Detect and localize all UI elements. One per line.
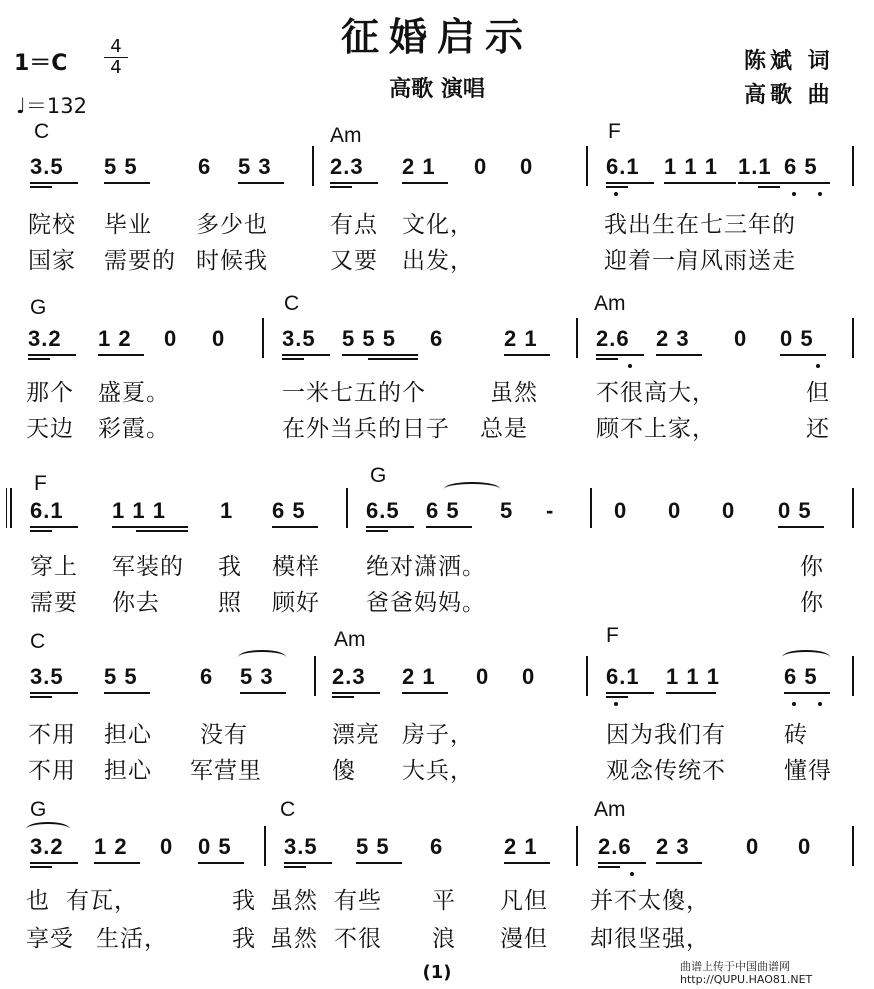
chord-symbol: C bbox=[34, 120, 50, 143]
lyric-verse-2: 出发， bbox=[402, 248, 474, 274]
chord-symbol: Am bbox=[594, 798, 626, 821]
note-group: 3.5 bbox=[282, 326, 316, 351]
lyric-verse-1: 有点 bbox=[330, 212, 378, 238]
note-group: 0 bbox=[746, 834, 760, 859]
lyric-verse-2: 彩霞。 bbox=[98, 416, 170, 442]
lyric-verse-2: 浪 bbox=[432, 926, 456, 952]
lyric-verse-1: 院校 bbox=[28, 212, 76, 238]
note-group: 0 bbox=[614, 498, 628, 523]
note-group: 0 5 bbox=[198, 834, 232, 859]
note-group: 5 5 5 bbox=[342, 326, 396, 351]
note-group: 1 bbox=[220, 498, 234, 523]
note-group: 5 3 bbox=[240, 664, 274, 689]
lyric-verse-2: 顾不上家， bbox=[596, 416, 716, 442]
lyric-verse-1: 我 bbox=[218, 554, 242, 580]
lyric-verse-1: 有瓦， bbox=[66, 888, 138, 914]
lyric-verse-1: 多少也 bbox=[196, 212, 268, 238]
note-group: 0 bbox=[212, 326, 226, 351]
lyric-verse-2: 需要 bbox=[30, 590, 78, 616]
note-group: 3.2 bbox=[28, 326, 62, 351]
lyric-verse-2: 照 bbox=[218, 590, 242, 616]
lyric-verse-2: 大兵， bbox=[402, 758, 474, 784]
chord-symbol: Am bbox=[594, 292, 626, 315]
lyric-verse-2: 天边 bbox=[26, 416, 74, 442]
note-group: 0 bbox=[476, 664, 490, 689]
lyric-verse-1: 不用 bbox=[28, 722, 76, 748]
lyric-verse-1: 虽然 bbox=[270, 888, 318, 914]
chord-symbol: G bbox=[30, 798, 47, 821]
note-group: 1.1 bbox=[738, 154, 772, 179]
watermark-line-1: 曲谱上传于中国曲谱网 bbox=[680, 960, 790, 973]
note-group: 6.1 bbox=[606, 664, 640, 689]
key-signature: 1＝C bbox=[14, 51, 68, 76]
note-group: 0 bbox=[164, 326, 178, 351]
note-group: 0 bbox=[474, 154, 488, 179]
lyric-verse-1: 因为我们有 bbox=[606, 722, 726, 748]
lyric-verse-1: 盛夏。 bbox=[98, 380, 170, 406]
lyric-verse-1: 房子， bbox=[402, 722, 474, 748]
lyric-verse-1: 穿上 bbox=[30, 554, 78, 580]
lyric-verse-1: 担心 bbox=[104, 722, 152, 748]
lyric-verse-1: 一米七五的个 bbox=[282, 380, 426, 406]
note-group: 2.3 bbox=[330, 154, 364, 179]
note-group: 0 bbox=[722, 498, 736, 523]
note-group: 3.5 bbox=[30, 154, 64, 179]
lyric-verse-2: 漫但 bbox=[500, 926, 548, 952]
singer-credit: 高歌 演唱 bbox=[389, 77, 485, 102]
note-group: 1 1 1 bbox=[666, 664, 720, 689]
lyric-verse-2: 迎着一肩风雨送走 bbox=[604, 248, 796, 274]
time-signature-top: 4 bbox=[110, 36, 122, 57]
lyric-verse-1: 也 bbox=[26, 888, 50, 914]
lyric-verse-1: 没有 bbox=[200, 722, 248, 748]
chord-symbol: F bbox=[34, 472, 47, 495]
quarter-note-icon: ♩ bbox=[16, 94, 26, 118]
chord-symbol: F bbox=[606, 624, 619, 647]
note-group: 2.6 bbox=[598, 834, 632, 859]
note-group: - bbox=[546, 498, 555, 523]
lyric-verse-1: 虽然 bbox=[490, 380, 538, 406]
lyric-verse-2: 又要 bbox=[330, 248, 378, 274]
lyric-verse-1: 并不太傻， bbox=[590, 888, 710, 914]
note-group: 5 bbox=[500, 498, 514, 523]
note-group: 0 bbox=[522, 664, 536, 689]
note-group: 6 5 bbox=[426, 498, 460, 523]
note-group: 6 bbox=[430, 834, 444, 859]
note-group: 2 1 bbox=[402, 664, 436, 689]
lyric-verse-2: 爸爸妈妈。 bbox=[366, 590, 486, 616]
note-group: 5 5 bbox=[104, 154, 138, 179]
note-group: 6 5 bbox=[272, 498, 306, 523]
lyric-verse-2: 生活， bbox=[96, 926, 168, 952]
composer-credit: 高歌 曲 bbox=[744, 83, 834, 108]
lyric-verse-2: 观念传统不 bbox=[606, 758, 726, 784]
note-group: 1 1 1 bbox=[112, 498, 166, 523]
note-group: 5 5 bbox=[104, 664, 138, 689]
note-group: 3.5 bbox=[284, 834, 318, 859]
lyric-verse-1: 绝对潇洒。 bbox=[366, 554, 486, 580]
lyric-verse-2: 担心 bbox=[104, 758, 152, 784]
tempo-value: ＝132 bbox=[25, 94, 87, 118]
note-group: 2 1 bbox=[504, 326, 538, 351]
note-group: 6.1 bbox=[606, 154, 640, 179]
note-group: 1 1 1 bbox=[664, 154, 718, 179]
chord-symbol: C bbox=[280, 798, 296, 821]
lyricist-credit: 陈斌 词 bbox=[744, 49, 834, 74]
note-group: 3.2 bbox=[30, 834, 64, 859]
time-signature bbox=[104, 38, 128, 77]
lyric-verse-2: 你 bbox=[800, 590, 824, 616]
lyric-verse-1: 军装的 bbox=[112, 554, 184, 580]
lyric-verse-2: 国家 bbox=[28, 248, 76, 274]
note-group: 6 5 bbox=[784, 664, 818, 689]
note-group: 6.1 bbox=[30, 498, 64, 523]
note-group: 0 bbox=[734, 326, 748, 351]
note-group: 0 bbox=[668, 498, 682, 523]
note-group: 2 1 bbox=[402, 154, 436, 179]
note-group: 5 5 bbox=[356, 834, 390, 859]
note-group: 6 bbox=[198, 154, 212, 179]
lyric-verse-1: 有些 bbox=[334, 888, 382, 914]
tempo-marking bbox=[16, 90, 87, 120]
lyric-verse-2: 在外当兵的日子 bbox=[282, 416, 450, 442]
lyric-verse-2: 需要的 bbox=[104, 248, 176, 274]
lyric-verse-2: 军营里 bbox=[190, 758, 262, 784]
lyric-verse-1: 凡但 bbox=[500, 888, 548, 914]
note-group: 0 bbox=[160, 834, 174, 859]
song-title: 征婚启示 bbox=[340, 15, 533, 59]
lyric-verse-1: 我 bbox=[232, 888, 256, 914]
note-group: 2.3 bbox=[332, 664, 366, 689]
lyric-verse-2: 不很 bbox=[334, 926, 382, 952]
lyric-verse-2: 顾好 bbox=[272, 590, 320, 616]
note-group: 0 bbox=[520, 154, 534, 179]
note-group: 0 bbox=[798, 834, 812, 859]
lyric-verse-1: 你 bbox=[800, 554, 824, 580]
chord-symbol: G bbox=[370, 464, 387, 487]
note-group: 2 1 bbox=[504, 834, 538, 859]
lyric-verse-2: 你去 bbox=[112, 590, 160, 616]
lyric-verse-1: 平 bbox=[432, 888, 456, 914]
note-group: 0 5 bbox=[780, 326, 814, 351]
note-group: 2 3 bbox=[656, 834, 690, 859]
lyric-verse-1: 我出生在七三年的 bbox=[604, 212, 796, 238]
note-group: 3.5 bbox=[30, 664, 64, 689]
note-group: 1 2 bbox=[94, 834, 128, 859]
time-signature-bottom: 4 bbox=[110, 57, 122, 78]
lyric-verse-1: 文化， bbox=[402, 212, 474, 238]
note-group: 2.6 bbox=[596, 326, 630, 351]
chord-symbol: Am bbox=[334, 628, 366, 651]
chord-symbol: G bbox=[30, 296, 47, 319]
lyric-verse-2: 不用 bbox=[28, 758, 76, 784]
watermark-line-2: http://QUPU.HAO81.NET bbox=[680, 973, 813, 986]
lyric-verse-2: 总是 bbox=[480, 416, 528, 442]
lyric-verse-1: 漂亮 bbox=[332, 722, 380, 748]
lyric-verse-2: 时候我 bbox=[196, 248, 268, 274]
note-group: 5 3 bbox=[238, 154, 272, 179]
lyric-verse-2: 还 bbox=[806, 416, 830, 442]
note-group: 1 2 bbox=[98, 326, 132, 351]
note-group: 0 5 bbox=[778, 498, 812, 523]
watermark bbox=[680, 960, 812, 986]
lyric-verse-2: 却很坚强， bbox=[590, 926, 710, 952]
lyric-verse-1: 砖 bbox=[784, 722, 808, 748]
chord-symbol: Am bbox=[330, 124, 362, 147]
note-group: 6 5 bbox=[784, 154, 818, 179]
lyric-verse-1: 模样 bbox=[272, 554, 320, 580]
chord-symbol: F bbox=[608, 120, 621, 143]
note-group: 2 3 bbox=[656, 326, 690, 351]
page-number: (1) bbox=[422, 962, 452, 983]
lyric-verse-1: 那个 bbox=[26, 380, 74, 406]
chord-symbol: C bbox=[30, 630, 46, 653]
lyric-verse-2: 懂得 bbox=[784, 758, 832, 784]
lyric-verse-1: 不很高大， bbox=[596, 380, 716, 406]
note-group: 6.5 bbox=[366, 498, 400, 523]
lyric-verse-1: 但 bbox=[806, 380, 830, 406]
note-group: 6 bbox=[430, 326, 444, 351]
note-group: 6 bbox=[200, 664, 214, 689]
lyric-verse-2: 傻 bbox=[332, 758, 356, 784]
lyric-verse-2: 虽然 bbox=[270, 926, 318, 952]
lyric-verse-1: 毕业 bbox=[104, 212, 152, 238]
chord-symbol: C bbox=[284, 292, 300, 315]
lyric-verse-2: 享受 bbox=[26, 926, 74, 952]
lyric-verse-2: 我 bbox=[232, 926, 256, 952]
